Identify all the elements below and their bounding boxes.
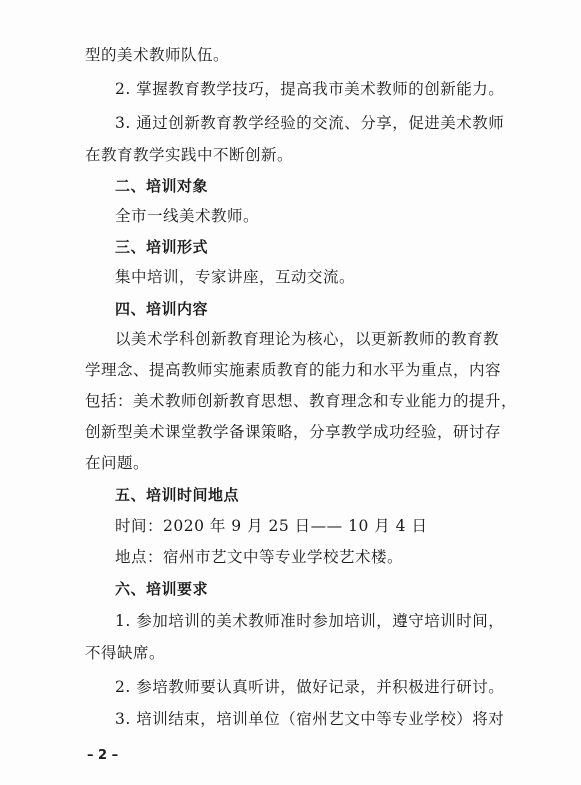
section-heading-format: 三、培训形式	[115, 238, 209, 256]
time-line: 时间：2020 年 9 月 25 日—— 10 月 4 日	[115, 517, 428, 535]
section-heading-trainees: 二、培训对象	[115, 177, 209, 195]
list-item-3: 3. 通过创新教育教学经验的交流、分享，促进美术教师	[115, 114, 505, 132]
paragraph-line: 在问题。	[85, 454, 150, 472]
paragraph-line: 不得缺席。	[85, 644, 166, 662]
paragraph-line: 以美术学科创新教育理论为核心，以更新教师的教育教	[115, 330, 500, 348]
list-item-2: 2. 参培教师要认真听讲，做好记录，并积极进行研讨。	[115, 678, 505, 696]
section-heading-content: 四、培训内容	[115, 300, 209, 318]
paragraph-line: 包括：美术教师创新教育思想、教育理念和专业能力的提升，	[85, 392, 518, 410]
paragraph-line: 在教育教学实践中不断创新。	[85, 146, 294, 164]
paragraph-line: 学理念、提高教师实施素质教育的能力和水平为重点，内容	[85, 361, 502, 379]
paragraph-line: 型的美术教师队伍。	[85, 46, 230, 64]
section-heading-time-place: 五、培训时间地点	[115, 486, 240, 504]
list-item-2: 2. 掌握教育教学技巧，提高我市美术教师的创新能力。	[115, 80, 505, 98]
paragraph-line: 集中培训，专家讲座，互动交流。	[115, 268, 356, 286]
list-item-1: 1. 参加培训的美术教师准时参加培训，遵守培训时间，	[115, 612, 505, 630]
place-line: 地点：宿州市艺文中等专业学校艺术楼。	[115, 548, 404, 566]
paragraph-line: 创新型美术课堂教学备课策略，分享教学成功经验，研讨存	[85, 423, 502, 441]
section-heading-requirements: 六、培训要求	[115, 580, 209, 598]
list-item-3: 3. 培训结束，培训单位（宿州艺文中等专业学校）将对	[115, 710, 505, 728]
page-number: – 2 –	[87, 748, 119, 763]
paragraph-line: 全市一线美术教师。	[115, 207, 260, 225]
